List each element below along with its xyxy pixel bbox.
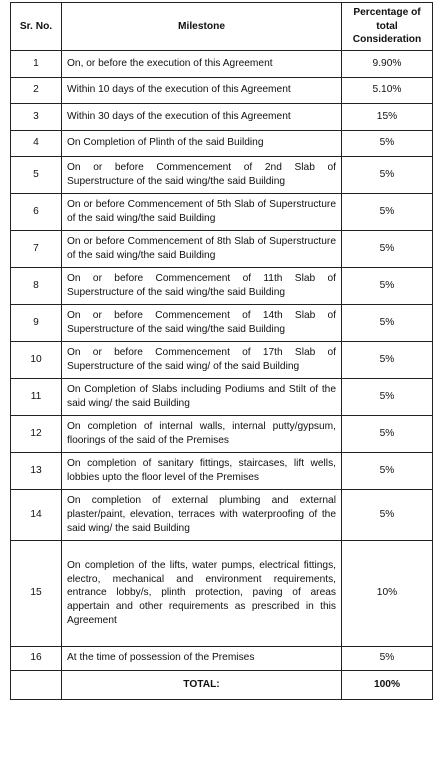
- row-percentage: 5%: [342, 452, 433, 489]
- row-sr-no: 15: [11, 540, 62, 646]
- table-row: [11, 103, 433, 130]
- row-sr-no: 9: [11, 304, 62, 341]
- row-sr-no: 10: [11, 341, 62, 378]
- table-row: [11, 415, 433, 452]
- row-percentage: 9.90%: [342, 50, 433, 77]
- table-row: [11, 77, 433, 103]
- header-percentage: Percentage of total Consideration: [342, 3, 433, 51]
- row-milestone: At the time of possession of the Premises: [62, 646, 342, 670]
- row-percentage: 5.10%: [342, 77, 433, 103]
- row-milestone: On or before Commencement of 5th Slab of Superstructure of the said wing/the said Building: [62, 193, 342, 230]
- row-sr-no: 6: [11, 193, 62, 230]
- table-row: [11, 267, 433, 304]
- row-milestone: Within 30 days of the execution of this Agreement: [62, 103, 342, 130]
- row-percentage: 5%: [342, 415, 433, 452]
- row-percentage: 15%: [342, 103, 433, 130]
- payment-schedule-table: [10, 2, 433, 700]
- row-percentage: 5%: [342, 230, 433, 267]
- row-milestone: On or before Commencement of 8th Slab of Superstructure of the said wing/the said Building: [62, 230, 342, 267]
- table-row: [11, 50, 433, 77]
- row-milestone: On completion of internal walls, internal putty/gypsum, floorings of the said of the Premises: [62, 415, 342, 452]
- table-row: [11, 489, 433, 540]
- total-value: 100%: [342, 670, 433, 699]
- row-percentage: 5%: [342, 378, 433, 415]
- row-milestone: On completion of the lifts, water pumps, electrical fittings, electro, mechanical and environment requirements, entrance lobby/s, plinth protection, paving of areas appertain and other requirements as prescribed in this Agreement: [62, 540, 342, 646]
- table-row: [11, 230, 433, 267]
- row-percentage: 5%: [342, 193, 433, 230]
- row-sr-no: 4: [11, 130, 62, 156]
- table-row: [11, 540, 433, 646]
- row-sr-no: 5: [11, 156, 62, 193]
- table-row: [11, 304, 433, 341]
- row-sr-no: 7: [11, 230, 62, 267]
- row-percentage: 5%: [342, 130, 433, 156]
- header-milestone: Milestone: [62, 3, 342, 51]
- header-sr-no: Sr. No.: [11, 3, 62, 51]
- table-row: [11, 156, 433, 193]
- row-sr-no: 3: [11, 103, 62, 130]
- row-sr-no: 12: [11, 415, 62, 452]
- total-label: TOTAL:: [62, 670, 342, 699]
- row-sr-no: 1: [11, 50, 62, 77]
- row-milestone: On Completion of Plinth of the said Building: [62, 130, 342, 156]
- row-percentage: 5%: [342, 156, 433, 193]
- row-milestone: Within 10 days of the execution of this Agreement: [62, 77, 342, 103]
- row-percentage: 5%: [342, 646, 433, 670]
- row-milestone: On, or before the execution of this Agreement: [62, 50, 342, 77]
- row-sr-no: 8: [11, 267, 62, 304]
- row-sr-no: 14: [11, 489, 62, 540]
- row-milestone: On completion of external plumbing and external plaster/paint, elevation, terraces with waterproofing of the said wing/ the said Building: [62, 489, 342, 540]
- header-row: [11, 3, 433, 51]
- total-row: [11, 670, 433, 699]
- table-row: [11, 341, 433, 378]
- row-milestone: On or before Commencement of 11th Slab of Superstructure of the said wing/the said Building: [62, 267, 342, 304]
- table-row: [11, 378, 433, 415]
- row-percentage: 5%: [342, 304, 433, 341]
- table-row: [11, 452, 433, 489]
- row-percentage: 10%: [342, 540, 433, 646]
- row-sr-no: 11: [11, 378, 62, 415]
- row-sr-no: 2: [11, 77, 62, 103]
- row-milestone: On or before Commencement of 14th Slab of Superstructure of the said wing/the said Building: [62, 304, 342, 341]
- row-percentage: 5%: [342, 489, 433, 540]
- row-sr-no: 13: [11, 452, 62, 489]
- table-row: [11, 193, 433, 230]
- table-row: [11, 130, 433, 156]
- row-milestone: On or before Commencement of 2nd Slab of Superstructure of the said wing/the said Building: [62, 156, 342, 193]
- row-percentage: 5%: [342, 267, 433, 304]
- row-milestone: On completion of sanitary fittings, staircases, lift wells, lobbies upto the floor level of the Premises: [62, 452, 342, 489]
- row-sr-no: 16: [11, 646, 62, 670]
- table-row: [11, 646, 433, 670]
- total-sr-empty: [11, 670, 62, 699]
- row-milestone: On or before Commencement of 17th Slab of Superstructure of the said wing/ of the said Building: [62, 341, 342, 378]
- row-percentage: 5%: [342, 341, 433, 378]
- row-milestone: On Completion of Slabs including Podiums and Stilt of the said wing/ the said Building: [62, 378, 342, 415]
